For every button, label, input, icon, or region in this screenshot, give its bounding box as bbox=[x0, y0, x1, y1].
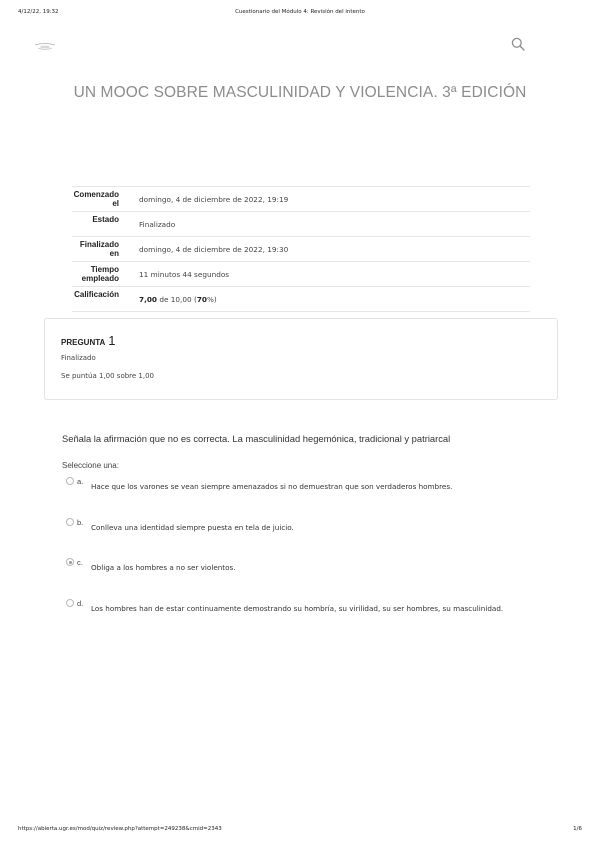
summary-label: Comenzado el bbox=[73, 190, 119, 208]
answer-option-d[interactable] bbox=[66, 599, 546, 613]
summary-label: Finalizado en bbox=[79, 240, 119, 258]
radio-button-icon[interactable] bbox=[66, 477, 74, 485]
grade-score: 7,00 bbox=[139, 295, 158, 304]
radio-button-icon[interactable] bbox=[66, 599, 74, 607]
answer-text: Hace que los varones se vean siempre amenazados si no demuestran que son verdaderos hombres. bbox=[91, 482, 453, 491]
answer-letter: a. bbox=[77, 477, 84, 486]
question-number-value: 1 bbox=[108, 333, 116, 348]
print-document-title: Cuestionario del Módulo 4: Revisión del intento bbox=[235, 9, 365, 15]
summary-row-grade bbox=[72, 287, 530, 312]
grade-tail: %) bbox=[207, 295, 217, 304]
answer-option-c[interactable] bbox=[66, 558, 546, 572]
summary-value bbox=[139, 287, 217, 304]
answer-option-b[interactable] bbox=[66, 518, 546, 532]
summary-label: Estado bbox=[92, 215, 119, 224]
summary-value: domingo, 4 de diciembre de 2022, 19:30 bbox=[139, 245, 289, 254]
print-header bbox=[18, 9, 582, 19]
question-text: Señala la afirmación que no es correcta. La masculinidad hegemónica, tradicional y patriarcal bbox=[62, 433, 451, 444]
summary-row-finished bbox=[72, 237, 530, 262]
question-label: PREGUNTA bbox=[61, 338, 106, 347]
answer-letter: c. bbox=[77, 558, 83, 567]
summary-value: 11 minutos 44 segundos bbox=[139, 270, 230, 279]
attempt-summary-table bbox=[72, 186, 530, 312]
answer-prompt: Seleccione una: bbox=[62, 461, 119, 470]
radio-button-icon[interactable] bbox=[66, 518, 74, 526]
answer-letter: d. bbox=[77, 599, 84, 608]
summary-value: domingo, 4 de diciembre de 2022, 19:19 bbox=[139, 195, 289, 204]
question-state: Finalizado bbox=[61, 354, 96, 362]
course-title: UN MOOC SOBRE MASCULINIDAD Y VIOLENCIA. 3ª EDICIÓN bbox=[73, 84, 527, 101]
print-page-number: 1/6 bbox=[573, 826, 582, 832]
site-logo-icon[interactable] bbox=[33, 42, 57, 52]
question-number bbox=[61, 333, 116, 348]
answer-text: Los hombres han de estar continuamente demostrando su hombría, su virilidad, su ser hombres, su masculinidad. bbox=[91, 604, 504, 613]
search-icon[interactable] bbox=[511, 37, 525, 51]
summary-value: Finalizado bbox=[139, 220, 176, 229]
answer-option-a[interactable] bbox=[66, 477, 546, 491]
grade-percent: 70 bbox=[196, 295, 207, 304]
answer-letter: b. bbox=[77, 518, 84, 527]
answer-text: Conlleva una identidad siempre puesta en tela de juicio. bbox=[91, 523, 294, 532]
print-footer bbox=[18, 826, 582, 836]
summary-row-started bbox=[72, 187, 530, 212]
summary-label: Tiempo empleado bbox=[81, 265, 119, 283]
radio-button-selected-icon[interactable] bbox=[66, 558, 74, 566]
summary-row-time-taken bbox=[72, 262, 530, 287]
question-info-box bbox=[44, 318, 558, 400]
grade-mid: de 10,00 ( bbox=[157, 295, 197, 304]
print-url: https://abierta.ugr.es/mod/quiz/review.php?attempt=249238&cmid=2343 bbox=[18, 826, 222, 832]
print-date: 4/12/22, 19:32 bbox=[18, 9, 59, 15]
question-grade: Se puntúa 1,00 sobre 1,00 bbox=[61, 372, 155, 380]
summary-row-state bbox=[72, 212, 530, 237]
summary-label: Calificación bbox=[74, 290, 119, 299]
answer-text: Obliga a los hombres a no ser violentos. bbox=[91, 563, 236, 572]
